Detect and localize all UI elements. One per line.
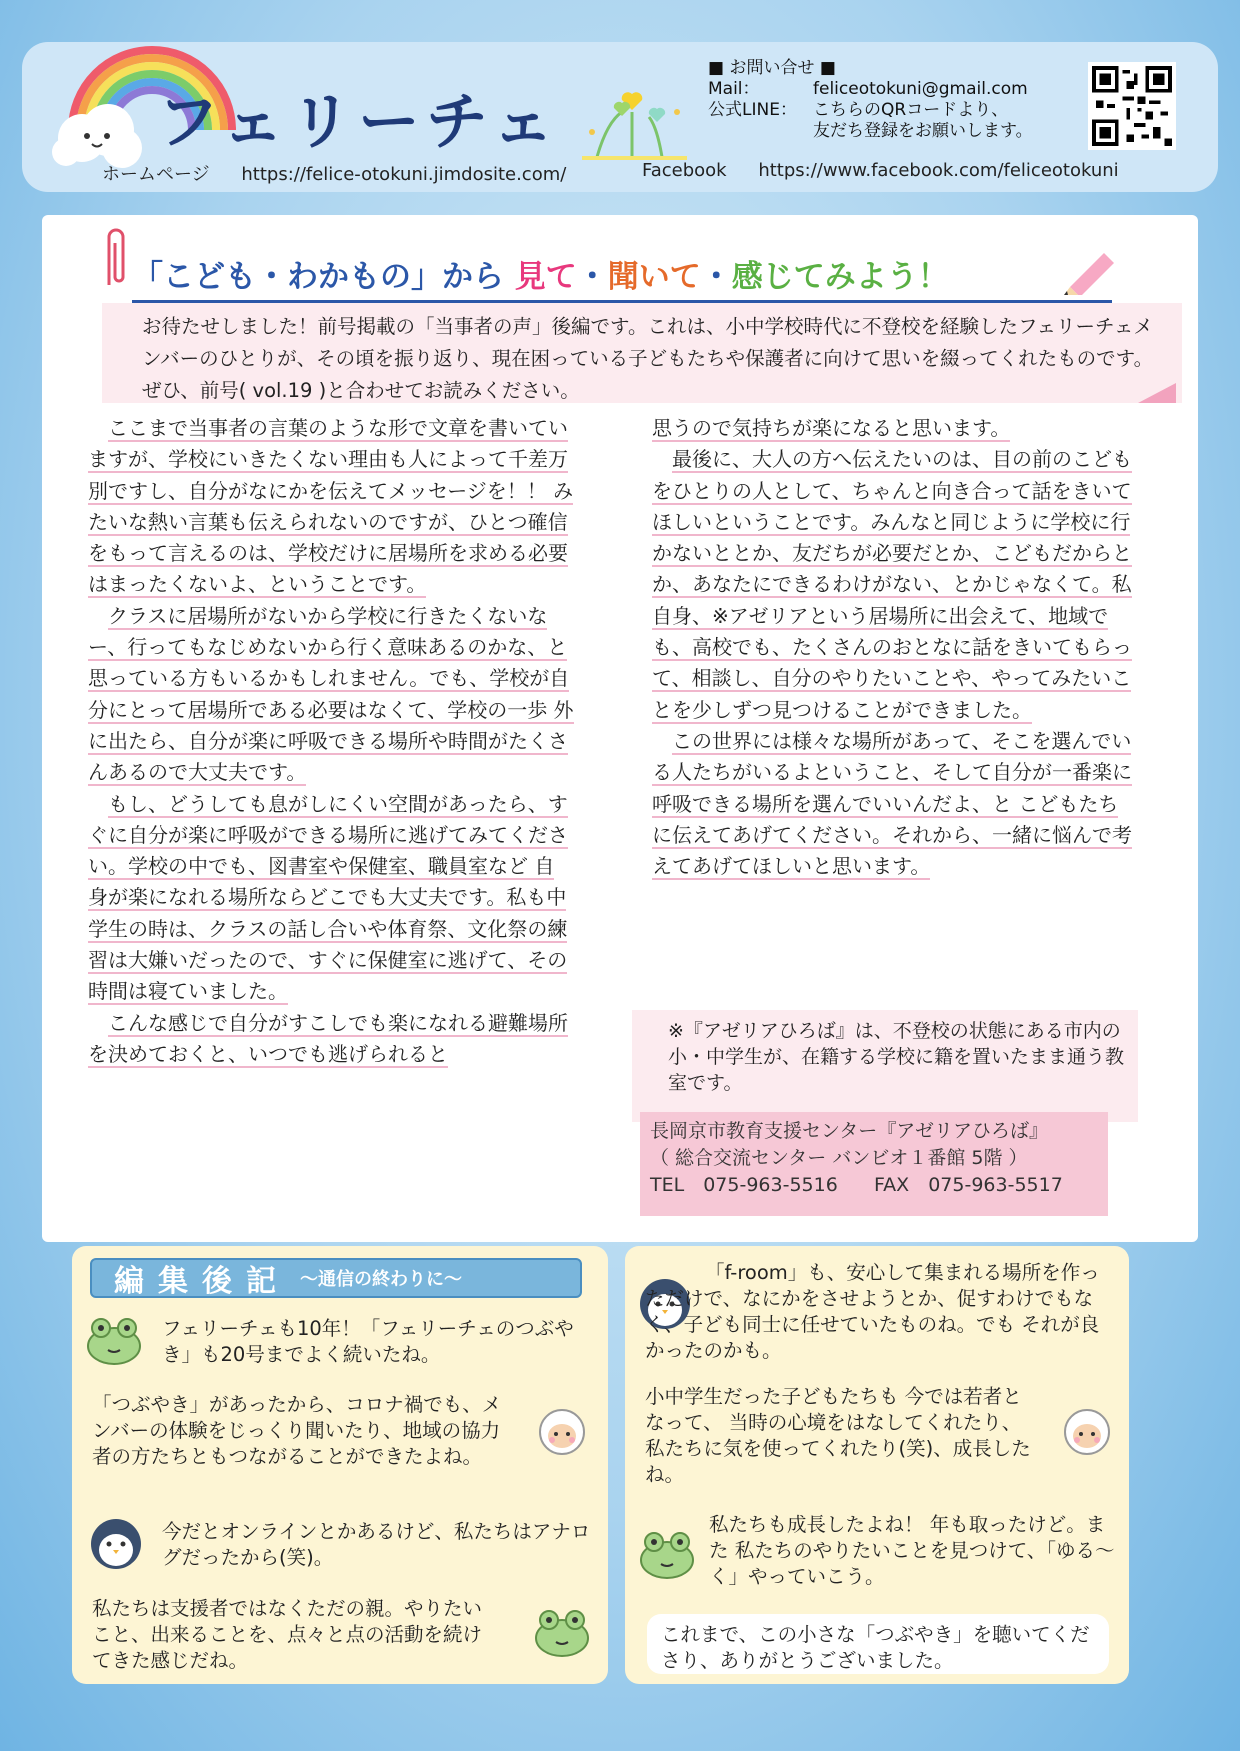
article-panel — [42, 215, 1198, 1242]
qr-code[interactable] — [1088, 62, 1176, 150]
article-column-left — [88, 413, 574, 1070]
paragraph: こんな感じで自分がすこしでも楽になれる避難場所を決めておくと、いつでも逃げられると — [88, 1010, 568, 1066]
facebook-link[interactable]: https://www.facebook.com/feliceotokuni — [758, 160, 1119, 181]
frog-icon — [639, 1530, 695, 1580]
facebook-label: Facebook — [642, 160, 727, 181]
mail-label: Mail： — [708, 79, 760, 99]
afterword-panel-right — [625, 1246, 1129, 1684]
center-location: （ 総合交流センター バンビオ１番館 5階 ） — [650, 1147, 1028, 1169]
frog-icon — [86, 1316, 142, 1366]
mail-address[interactable]: feliceotokuni@gmail.com — [813, 79, 1028, 99]
contact-info — [708, 58, 1033, 142]
closing-message: これまで、この小さな「つぶやき」を聴いてくださり、ありがとうございました。 — [647, 1614, 1109, 1674]
sheep-icon — [1057, 1406, 1117, 1458]
homepage-label: ホームページ — [102, 164, 210, 185]
heading-hear: 聞いて — [607, 259, 701, 295]
frog-icon — [534, 1608, 590, 1658]
article-column-right — [652, 413, 1138, 882]
paragraph: もし、どうしても息がしにくい空間があったら、すぐに自分が楽に呼吸ができる場所に逃げてみてください。学校の中でも、図書室や保健室、職員室など 自身が楽になれる場所ならどこでも大丈夫です。私も中学生の時は、クラスの話し合いや体育祭、文化祭の練習は大嫌いだったので、すぐに保健室に逃げて、その時間は寝ていました。 — [88, 791, 568, 1004]
center-fax: FAX 075-963-5517 — [874, 1174, 1063, 1196]
line-label: 公式LINE： — [708, 100, 797, 120]
penguin-icon — [88, 1516, 144, 1572]
afterword-subtitle: ～通信の終わりに～ — [300, 1269, 462, 1290]
contact-heading: ■ お問い合せ ■ — [708, 58, 836, 78]
intro-box — [102, 303, 1182, 403]
paragraph: 最後に、大人の方へ伝えたいのは、目の前のこどもをひとりの人として、ちゃんと向き合って話をきいてほしいということです。みんなと同じように学校に行かないととか、友だちが必要だとか、こどもだからとか、あなたにできるわけがない、とかじゃなくて。私自身、※アゼリアという居場所に出会えて、地域でも、高校でも、たくさんのおとなに話をきいてもらって、相談し、自分のやりたいことや、やってみたいことを少しずつ見つけることができました。 — [652, 447, 1132, 722]
paperclip-icon — [99, 225, 129, 295]
azalea-note: ※『アゼリアひろば』は、不登校の状態にある市内の小・中学生が、在籍する学校に籍を置いたまま通う教室です。 — [632, 1010, 1138, 1122]
heading-main: 「こども・わかもの」から — [132, 259, 504, 295]
afterword-line-2: 「つぶやき」があったから、コロナ禍でも、メンバーの体験をじっくり聞いたり、地域の協力者の方たちともつながることができたよね。 — [92, 1393, 502, 1468]
afterword-line-4: 私たちは支援者ではなくただの親。やりたいこと、出来ることを、点々と点の活動を続けてきた感じだね。 — [92, 1597, 483, 1672]
line-instruction-2: 友だち登録をお願いします。 — [813, 121, 1033, 141]
heading-see: 見て — [514, 259, 577, 295]
web-links — [102, 160, 1182, 186]
afterword-title: 編集後記 — [114, 1264, 290, 1299]
afterword-panel-left — [72, 1246, 608, 1684]
afterword-title-box — [90, 1258, 582, 1298]
afterword-line-1: フェリーチェも10年！「フェリーチェのつぶやき」も20号までよく続いたね。 — [162, 1317, 574, 1366]
paragraph: ここまで当事者の言葉のような形で文章を書いていますが、学校にいきたくない理由も人によって千差万別ですし、自分がなにかを伝えてメッセージを！！ みたいな熱い言葉も伝えられないのですが、ひとつ確信をもって言えるのは、学校だけに居場所を求める必要はまったくないよ、ということです。 — [88, 416, 574, 597]
newsletter-title: フェリーチェ — [157, 85, 561, 158]
fold-corner — [1138, 383, 1176, 403]
heading-feel: 感じてみよう！ — [731, 259, 949, 295]
homepage-link[interactable]: https://felice-otokuni.jimdosite.com/ — [241, 164, 567, 185]
paragraph: クラスに居場所がないから学校に行きたくないなー、行ってもなじめないから行く意味あるのかな、と思っている方もいるかもしれません。でも、学校が自分にとって居場所である必要はなくて、学校の一歩 外に出たら、自分が楽に呼吸できる場所や時間がたくさんあるので大丈夫です。 — [88, 603, 574, 785]
afterword-line-3: 今だとオンラインとかあるけど、私たちはアナログだったから(笑)。 — [162, 1520, 591, 1569]
afterword-line-7: 私たちも成長したよね！ 年も取ったけど。また 私たちのやりたいことを見つけて、「ゆる～く」やっていこう。 — [709, 1513, 1115, 1588]
afterword-line-5: 「f-room」も、安心して集まれる場所を作っただけで、なにかをさせようとか、促すわけでもなく、子ども同士に任せていたものね。でも それが良かったのかも。 — [645, 1261, 1100, 1362]
center-name: 長岡京市教育支援センター『アゼリアひろば』 — [650, 1120, 1049, 1142]
paragraph: 思うので気持ちが楽になると思います。 — [652, 416, 1011, 440]
pencil-icon — [1060, 245, 1120, 295]
afterword-line-6: 小中学生だった子どもたちも 今では若者となって、 当時の心境をはなしてくれたり、私たちに気を使ってくれたり(笑)、成長したね。 — [645, 1385, 1031, 1486]
heart-flowers-illustration — [577, 82, 692, 162]
support-center-info — [640, 1112, 1108, 1216]
paragraph: この世界には様々な場所があって、そこを選んでいる人たちがいるよということ、そして自分が一番楽に呼吸できる場所を選んでいいんだよ、と こどもたちに伝えてあげてください。それから、一緒に悩んで考えてあげてほしいと思います。 — [652, 728, 1132, 879]
line-instruction-1: こちらのQRコードより、 — [813, 100, 1009, 120]
masthead — [22, 42, 1218, 192]
sheep-icon — [532, 1406, 592, 1458]
article-heading: 「こども・わかもの」から 見て・聞いて・感じてみよう！ — [132, 251, 1112, 303]
intro-text: お待たせしました！前号掲載の「当事者の声」後編です。これは、小中学校時代に不登校を経験したフェリーチェメンバーのひとりが、その頃を振り返り、現在困っている子どもたちや保護者に向けて思いを綴ってくれたものです。ぜひ、前号( vol.19 )と合わせてお読みください。 — [142, 315, 1154, 402]
center-tel: TEL 075-963-5516 — [650, 1174, 838, 1196]
